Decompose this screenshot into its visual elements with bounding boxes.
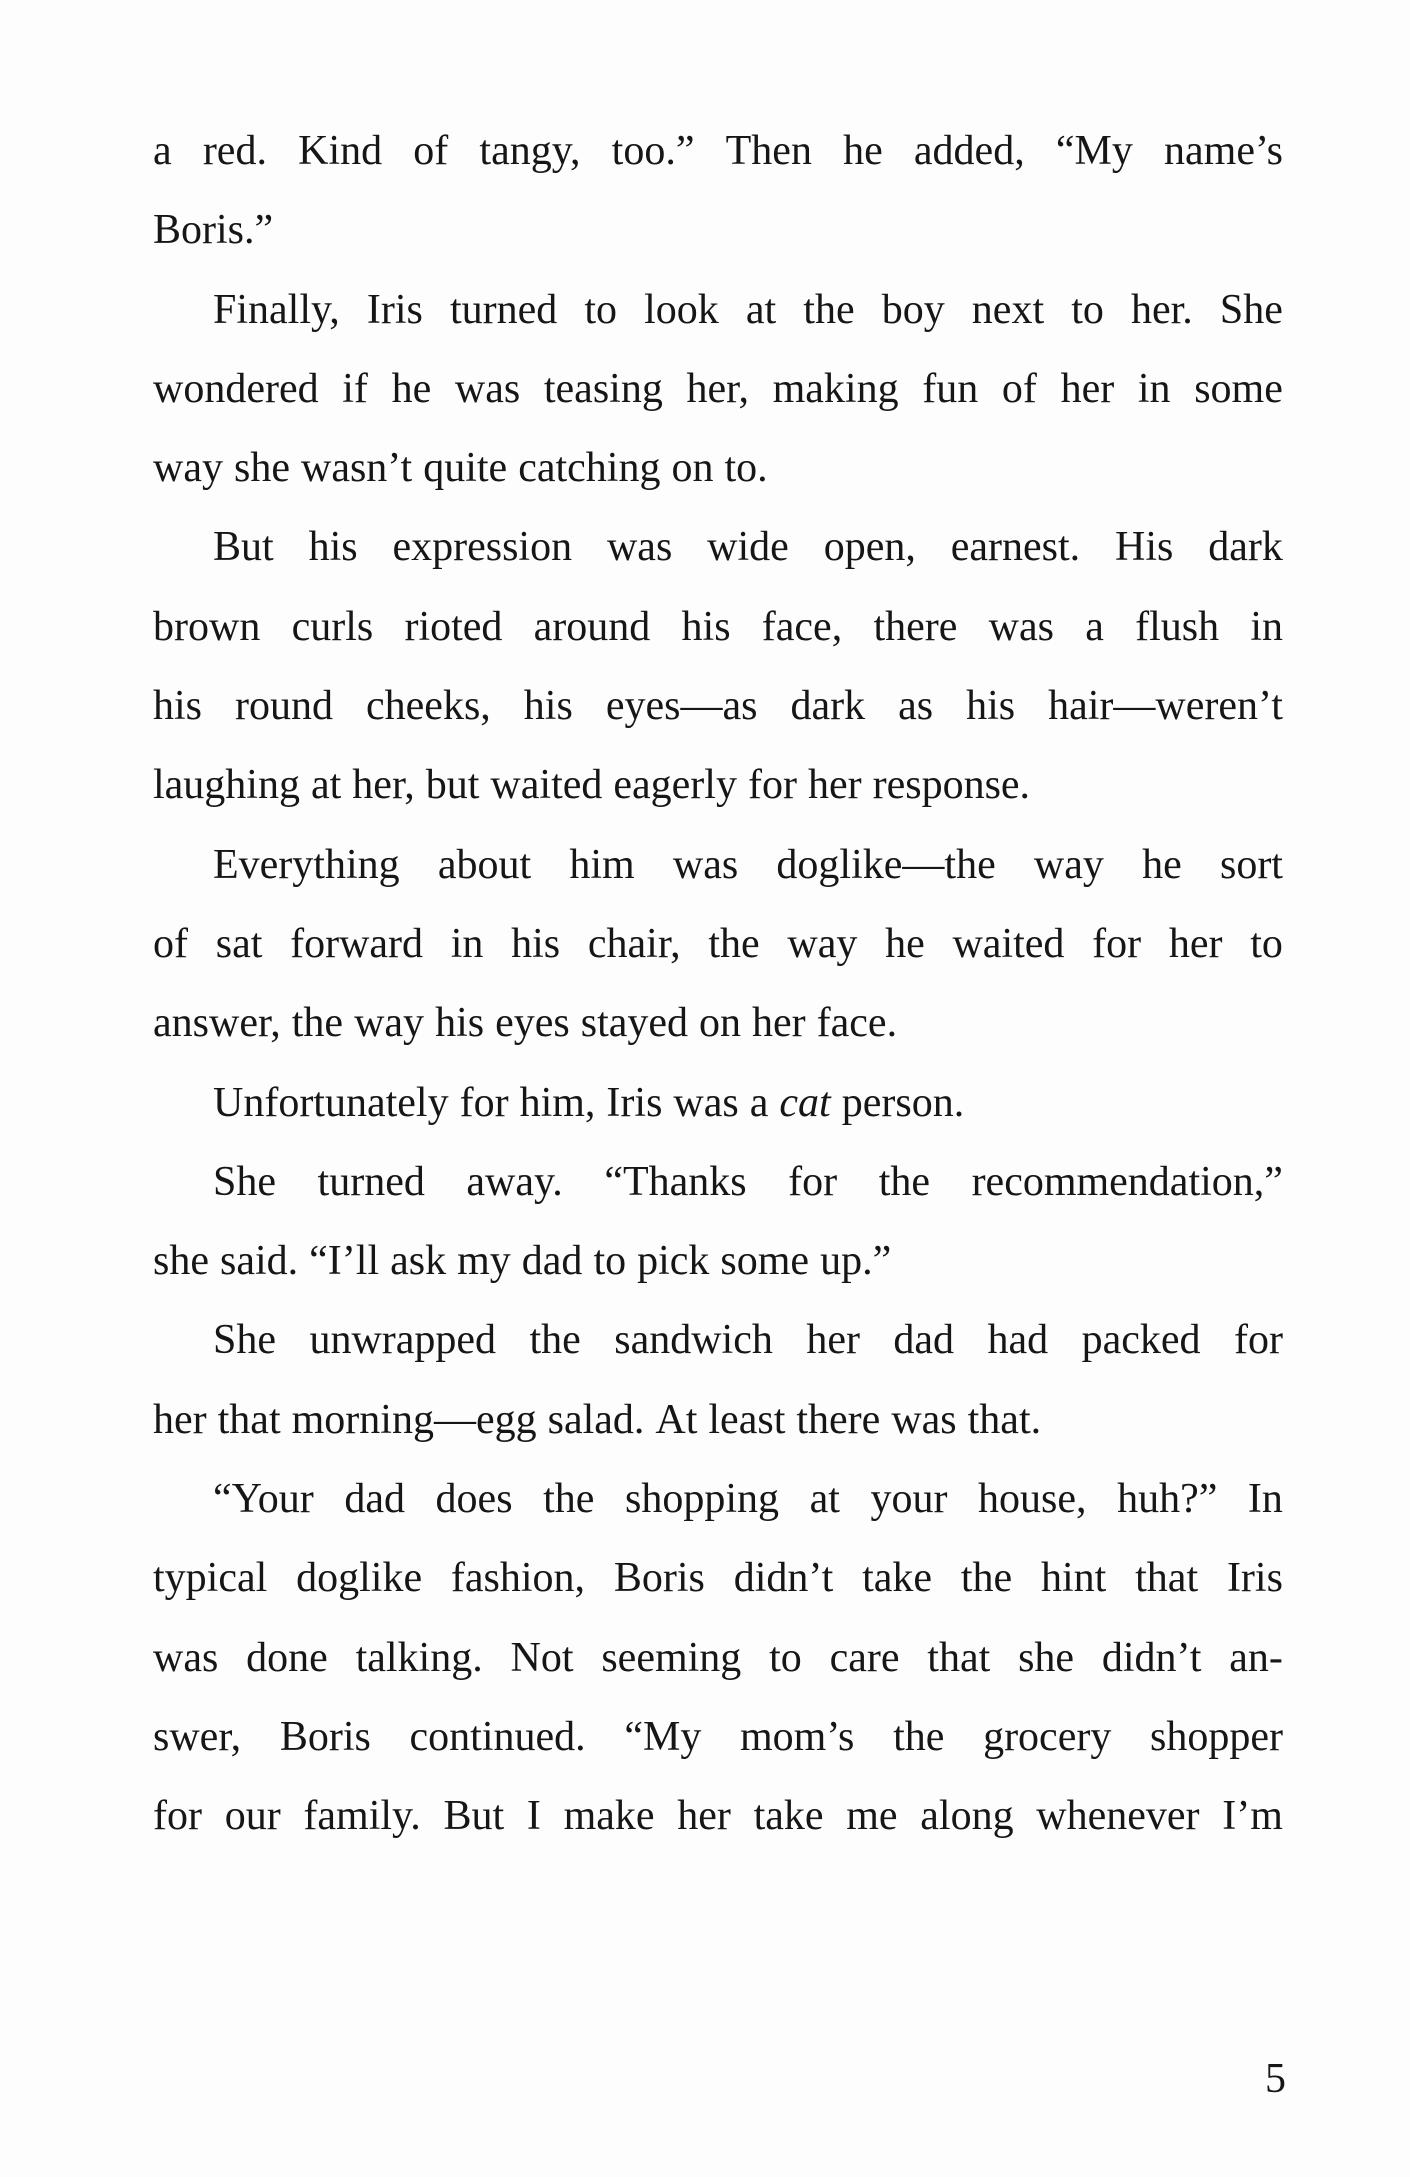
word: to <box>1071 286 1104 333</box>
word: waited <box>952 920 1065 967</box>
word: Then <box>725 128 812 174</box>
word: the <box>708 920 760 967</box>
word: making <box>772 365 899 412</box>
word: his <box>681 603 731 650</box>
text-line <box>153 826 1283 905</box>
word: her <box>752 1000 806 1047</box>
word: to <box>769 1634 802 1681</box>
word: dad <box>521 1238 583 1285</box>
word: dad <box>344 1476 405 1523</box>
word: ask <box>390 1238 447 1285</box>
word: along <box>920 1793 1014 1840</box>
word: mom’s <box>740 1713 855 1760</box>
word: flush <box>1135 603 1220 650</box>
text-line <box>153 667 1283 746</box>
word: least <box>708 1396 786 1443</box>
word: make <box>563 1793 655 1840</box>
text-line <box>153 984 1283 1063</box>
word: him, <box>519 1079 596 1126</box>
word: wasn’t <box>300 445 413 492</box>
word: some <box>1194 365 1283 412</box>
word: turned <box>449 286 558 333</box>
word: didn’t <box>733 1555 834 1602</box>
word: to. <box>724 445 768 492</box>
word: tangy, <box>479 128 581 174</box>
text-line <box>153 746 1283 825</box>
word: was <box>988 603 1054 650</box>
text-line <box>153 905 1283 984</box>
word: “I’ll <box>309 1238 380 1285</box>
word: in <box>1250 603 1283 650</box>
word: In <box>1247 1476 1283 1523</box>
word: talking. <box>355 1634 483 1681</box>
word: done <box>246 1634 328 1681</box>
word: sort <box>1219 841 1283 888</box>
word: the <box>529 1317 581 1364</box>
word: our <box>224 1793 281 1840</box>
word: His <box>1115 524 1174 571</box>
word: a <box>153 128 172 174</box>
word: wide <box>707 524 789 571</box>
word: an- <box>1229 1634 1283 1681</box>
word: added, <box>913 128 1025 174</box>
word: of <box>153 920 188 967</box>
word: that <box>1135 1555 1199 1602</box>
word: his <box>523 683 573 730</box>
word: the <box>893 1713 945 1760</box>
word: his <box>153 683 203 730</box>
word: way <box>1033 841 1104 888</box>
word: in <box>1137 365 1171 412</box>
word: she <box>233 445 290 492</box>
word: to <box>1250 920 1283 967</box>
word: was <box>672 841 739 888</box>
word: her <box>1168 920 1223 967</box>
word: earnest. <box>950 524 1081 571</box>
word: face, <box>761 603 843 650</box>
word: Boris <box>279 1713 371 1760</box>
word: for <box>1233 1317 1283 1364</box>
word: “Your <box>213 1476 314 1523</box>
word: on <box>671 445 714 492</box>
word: laughing <box>153 762 300 809</box>
word: Iris <box>366 286 423 333</box>
word: for <box>788 1158 838 1205</box>
word: there <box>873 603 958 650</box>
word: around <box>533 603 651 650</box>
text-line <box>153 508 1283 587</box>
word: too.” <box>611 128 695 174</box>
word: for <box>459 1079 509 1126</box>
word: was <box>454 365 521 412</box>
word: dark <box>1208 524 1283 571</box>
word: to <box>593 1238 627 1285</box>
word: She <box>213 1317 276 1364</box>
word: salad. <box>547 1396 645 1443</box>
word: dark <box>790 683 866 730</box>
word: house, <box>978 1476 1087 1523</box>
word: waited <box>490 762 603 809</box>
word: grocery <box>983 1713 1112 1760</box>
word: the <box>878 1158 931 1205</box>
word: his <box>435 1000 485 1047</box>
text-line <box>153 1539 1283 1618</box>
word: the <box>291 1000 344 1047</box>
word: I <box>526 1793 541 1840</box>
word: he <box>391 365 432 412</box>
word: there <box>796 1396 881 1443</box>
word: She <box>213 1158 276 1205</box>
word: the <box>960 1555 1013 1602</box>
word: chair, <box>587 920 681 967</box>
word: way <box>787 920 858 967</box>
word: fun <box>922 365 979 412</box>
word: her <box>807 762 862 809</box>
page-number: 5 <box>1265 2056 1286 2102</box>
word: shopper <box>1150 1713 1283 1760</box>
word: “My <box>624 1713 702 1760</box>
word: swer, <box>153 1713 242 1760</box>
word: turned <box>317 1158 425 1205</box>
text-line <box>153 1381 1283 1460</box>
word: was <box>673 1079 739 1126</box>
word: way <box>354 1000 425 1047</box>
word: his <box>308 524 358 571</box>
word: look <box>644 286 719 333</box>
word: Boris.” <box>153 207 274 254</box>
word: at <box>809 1476 840 1523</box>
word: in <box>450 920 484 967</box>
body-text <box>153 112 1283 1857</box>
word: answer, <box>153 1000 281 1047</box>
word: boy <box>881 286 945 333</box>
word: the <box>803 286 855 333</box>
word: pick <box>637 1238 710 1285</box>
word: unwrapped <box>309 1317 497 1364</box>
word: next <box>971 286 1045 333</box>
word: her, <box>686 365 749 412</box>
text-line <box>153 1777 1283 1856</box>
word: about <box>437 841 532 888</box>
text-line <box>153 429 1283 508</box>
word: “Thanks <box>604 1158 747 1205</box>
word: her <box>806 1317 860 1364</box>
word: name’s <box>1164 128 1283 174</box>
word: She <box>1219 286 1283 333</box>
word: “My <box>1055 128 1133 174</box>
word: But <box>443 1793 505 1840</box>
word: for <box>747 762 797 809</box>
word: Kind <box>298 128 383 174</box>
word: up.” <box>820 1238 892 1285</box>
word: for <box>1092 920 1142 967</box>
word: of <box>413 128 449 174</box>
word: round <box>235 683 334 730</box>
word: at <box>310 762 342 809</box>
word: his <box>966 683 1016 730</box>
word: your <box>870 1476 948 1523</box>
word: recommendation,” <box>971 1158 1283 1205</box>
word: brown <box>153 603 261 650</box>
word: expression <box>392 524 573 571</box>
text-line <box>153 1301 1283 1380</box>
word: eyes—as <box>605 683 758 730</box>
word: eyes <box>495 1000 570 1047</box>
word: Not <box>510 1634 574 1681</box>
word: morning—egg <box>291 1396 537 1443</box>
word: to <box>584 286 618 333</box>
word: person. <box>841 1079 965 1126</box>
word: her, <box>352 762 415 809</box>
word: he <box>1142 841 1182 888</box>
word: shopping <box>624 1476 779 1523</box>
word: doglike—the <box>776 841 996 888</box>
word: doglike <box>296 1555 423 1602</box>
word: rioted <box>404 603 503 650</box>
word: didn’t <box>1101 1634 1202 1681</box>
word: hint <box>1040 1555 1107 1602</box>
word: sat <box>215 920 263 967</box>
word: take <box>862 1555 933 1602</box>
word: her. <box>1130 286 1193 333</box>
word: that. <box>967 1396 1042 1443</box>
word: catching <box>518 445 661 492</box>
word: Boris <box>613 1555 705 1602</box>
word: At <box>655 1396 698 1443</box>
word: was <box>153 1634 219 1681</box>
word: was <box>606 524 673 571</box>
word: but <box>425 762 480 809</box>
word: But <box>213 524 274 571</box>
word: away. <box>466 1158 563 1205</box>
word: huh?” <box>1117 1476 1218 1523</box>
text-line <box>153 1619 1283 1698</box>
word: he <box>885 920 925 967</box>
word: her <box>153 1396 207 1443</box>
word: continued. <box>409 1713 586 1760</box>
word: way <box>153 445 223 492</box>
text-line <box>153 112 1283 191</box>
word: his <box>511 920 561 967</box>
text-line <box>153 1460 1283 1539</box>
word: said. <box>220 1238 299 1285</box>
word: red. <box>202 128 267 174</box>
word: a <box>1085 603 1104 650</box>
word: curls <box>291 603 374 650</box>
word: some <box>720 1238 810 1285</box>
word: I’m <box>1222 1793 1283 1840</box>
word: he <box>843 128 883 174</box>
word: open, <box>823 524 916 571</box>
text-line <box>153 191 1283 270</box>
word: does <box>435 1476 513 1523</box>
word: she <box>1018 1634 1075 1681</box>
word: was <box>891 1396 957 1443</box>
word: her <box>677 1793 731 1840</box>
word: my <box>457 1238 511 1285</box>
word: Iris <box>606 1079 663 1126</box>
word: whenever <box>1036 1793 1200 1840</box>
word: Finally, <box>213 286 340 333</box>
word: fashion, <box>450 1555 586 1602</box>
word: family. <box>303 1793 421 1840</box>
word: if <box>342 365 368 412</box>
word: cheeks, <box>366 683 491 730</box>
text-line <box>153 271 1283 350</box>
word: seeming <box>601 1634 742 1681</box>
word: hair—weren’t <box>1048 683 1283 730</box>
word: typical <box>153 1555 268 1602</box>
word: a <box>749 1079 769 1126</box>
text-line <box>153 1143 1283 1222</box>
word: face. <box>816 1000 898 1047</box>
word: dad <box>893 1317 955 1364</box>
text-line <box>153 350 1283 429</box>
word: take <box>753 1793 824 1840</box>
word: eagerly <box>613 762 737 809</box>
word: Everything <box>213 841 400 888</box>
word: for <box>153 1793 202 1840</box>
word: care <box>829 1634 900 1681</box>
word: she <box>153 1238 209 1285</box>
word: me <box>846 1793 898 1840</box>
word: of <box>1001 365 1037 412</box>
word: that <box>927 1634 991 1681</box>
text-line <box>153 1698 1283 1777</box>
word: at <box>745 286 777 333</box>
word: as <box>898 683 934 730</box>
word: quite <box>423 445 508 492</box>
word: Unfortunately <box>213 1079 449 1126</box>
word: stayed <box>580 1000 689 1047</box>
word: teasing <box>543 365 663 412</box>
text-line <box>153 1222 1283 1301</box>
word: that <box>217 1396 281 1443</box>
word: wondered <box>153 365 319 412</box>
word: packed <box>1081 1317 1201 1364</box>
text-line <box>153 588 1283 667</box>
word: response. <box>872 762 1031 809</box>
text-line <box>153 1064 1283 1143</box>
word: Iris <box>1226 1555 1283 1602</box>
word: her <box>1060 365 1115 412</box>
word: forward <box>290 920 424 967</box>
word: had <box>987 1317 1049 1364</box>
word: the <box>543 1476 595 1523</box>
word: sandwich <box>614 1317 773 1364</box>
word: him <box>569 841 635 888</box>
word: cat <box>779 1079 831 1126</box>
word: on <box>699 1000 742 1047</box>
